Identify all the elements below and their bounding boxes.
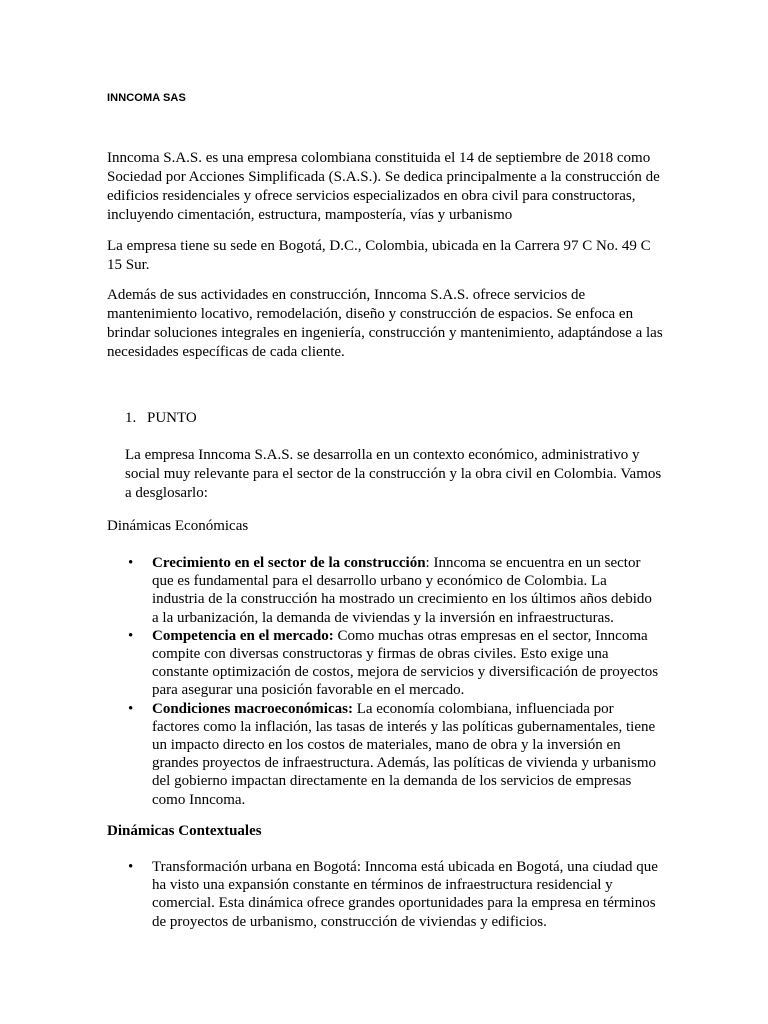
section-title-economic: Dinámicas Económicas <box>107 518 249 534</box>
list-item-bold-lead: Crecimiento en el sector de la construcción <box>152 555 426 571</box>
paragraph-company-description: Inncoma S.A.S. es una empresa colombiana constituida el 14 de septiembre de 2018 como Sociedad por Acciones Simplificada (S.A.S.). Se dedica principalmente a la construcción de edificios residenciales y ofrece servicios especializados en obra civil para constructoras, incluyendo cimentación, estructura, mampostería, vías y urbanismo <box>107 150 660 223</box>
bullet-icon: • <box>128 700 134 717</box>
list-item-bold-lead: Competencia en el mercado: <box>152 627 334 644</box>
bullet-icon: • <box>128 555 134 571</box>
list-item-text: : Inncoma se encuentra en un sector que es fundamental para el desarrollo urbano y económico de Colombia. La industria de la construcción ha mostrado un crecimiento en los últimos años debido a la urbanización, la demanda de viviendas y la inversión en infraestructuras. <box>152 555 652 626</box>
section-title-contextual: Dinámicas Contextuales <box>107 823 262 839</box>
list-item <box>128 858 662 931</box>
economic-dynamics-list <box>128 554 662 809</box>
document-title: INNCOMA SAS <box>107 92 186 104</box>
list-item <box>128 627 662 700</box>
numbered-heading-number: 1. <box>125 410 137 426</box>
contextual-dynamics-list <box>128 858 662 931</box>
numbered-heading-label: PUNTO <box>147 410 197 426</box>
list-item-text: Transformación urbana en Bogotá: Inncoma está ubicada en Bogotá, una ciudad que ha visto una expansión constante en términos de infraestructura residencial y comercial. Esta dinámica ofrece grandes oportunidades para la empresa en términos de proyectos de urbanismo, construcción de viviendas y edificios. <box>152 859 658 930</box>
paragraph-context-intro: La empresa Inncoma S.A.S. se desarrolla en un contexto económico, administrativo y social muy relevante para el sector de la construcción y la obra civil en Colombia. Vamos a desglosarlo: <box>125 447 662 501</box>
bullet-icon: • <box>128 859 134 875</box>
list-item-bold-lead: Condiciones macroeconómicas: <box>152 700 353 717</box>
paragraph-headquarters: La empresa tiene su sede en Bogotá, D.C., Colombia, ubicada en la Carrera 97 C No. 49 C 15 Sur. <box>107 238 651 273</box>
list-item-text: Como muchas otras empresas en el sector, Inncoma compite con diversas constructoras y firmas de obras civiles. Esto exige una constante optimización de costos, mejora de servicios y diversificación de proyectos para asegurar una posición favorable en el mercado. <box>152 627 659 699</box>
paragraph-services: Además de sus actividades en construcción, Inncoma S.A.S. ofrece servicios de mantenimiento locativo, remodelación, diseño y construcción de espacios. Se enfoca en brindar soluciones integrales en ingeniería, construcción y mantenimiento, adaptándose a las necesidades específicas de cada cliente. <box>107 287 663 360</box>
list-item <box>128 554 662 627</box>
list-item-text: La economía colombiana, influenciada por factores como la inflación, las tasas de interés y las políticas gubernamentales, tiene un impacto directo en los costos de materiales, mano de obra y la inversión en grandes proyectos de infraestructura. Además, las políticas de vivienda y urbanismo del gobierno impactan directamente en la demanda de los servicios de empresas como Inncoma. <box>152 700 657 808</box>
numbered-heading <box>125 409 197 428</box>
list-item <box>128 700 662 809</box>
bullet-icon: • <box>128 627 134 644</box>
